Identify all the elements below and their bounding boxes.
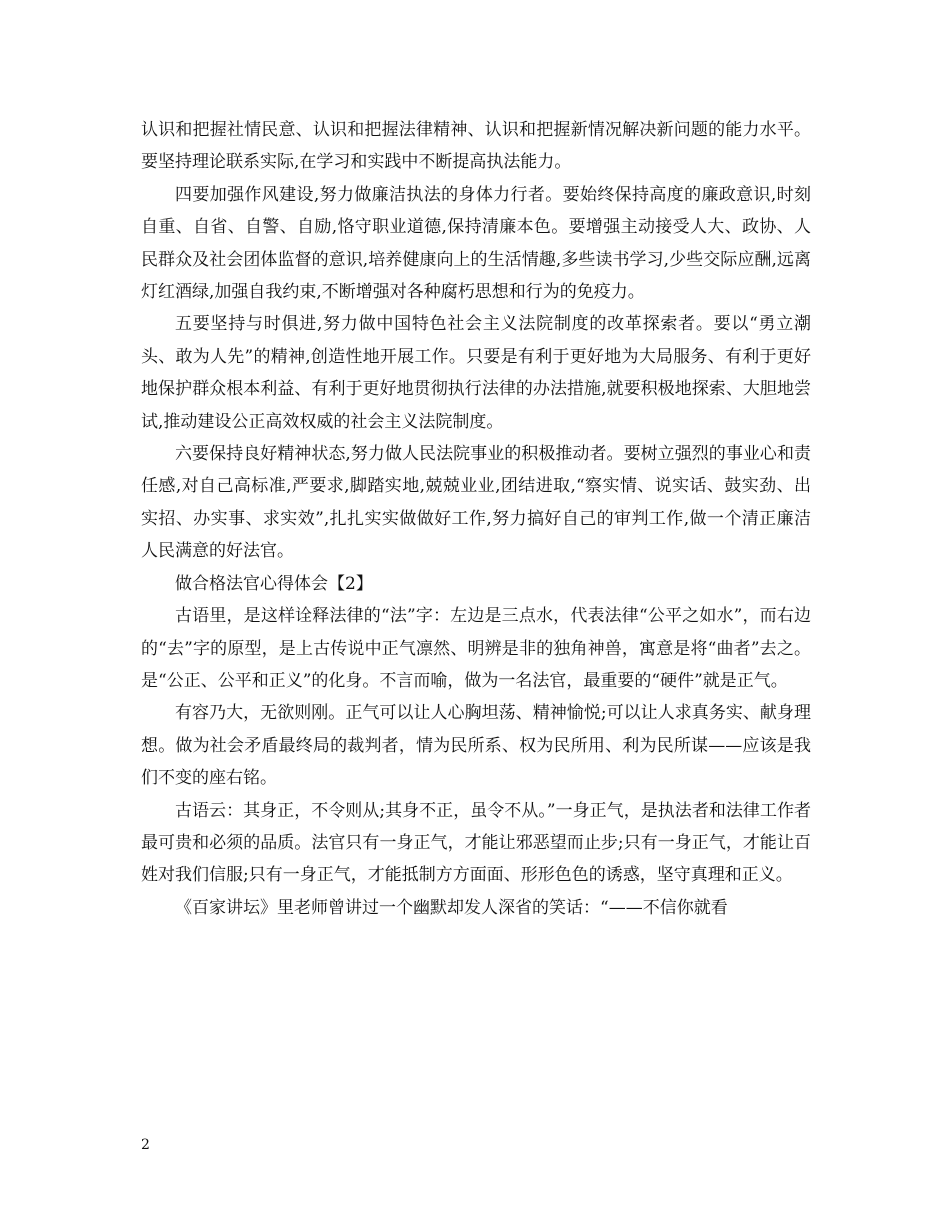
document-body [141, 114, 811, 924]
paragraph-bai-jia-jiang-tan: 《百家讲坛》里老师曾讲过一个幽默却发人深省的笑话：“——不信你就看 [175, 897, 728, 918]
page-number: 2 [141, 1137, 150, 1153]
paragraph-qi-shen-zheng: 古语云：其身正，不令则从;其身不正，虽令不从。”一身正气，是执法者和法律工作者最可贵和必须的品质。法官只有一身正气，才能让邪恶望而止步;只有一身正气，才能让百姓对我们信服;只有一身正气，才能抵制方方面面、形形色色的诱惑，坚守真理和正义。 [141, 800, 811, 886]
paragraph-fa-character: 古语里，是这样诠释法律的“法”字：左边是三点水，代表法律“公平之如水”，而右边的“去”字的原型，是上古传说中正气凛然、明辨是非的独角神兽，寓意是将“曲者”去之。是“公正、公平和正义”的化身。不言而喻，做为一名法官，最重要的“硬件”就是正气。 [141, 606, 811, 691]
paragraph-continuation: 认识和把握社情民意、认识和把握法律精神、认识和把握新情况解决新问题的能力水平。要坚持理论联系实际,在学习和实践中不断提高执法能力。 [141, 120, 811, 173]
paragraph-point-four: 四要加强作风建设,努力做廉洁执法的身体力行者。要始终保持高度的廉政意识,时刻自重、自省、自警、自励,恪守职业道德,保持清廉本色。要增强主动接受人大、政协、人民群众及社会团体监督的意识,培养健康向上的生活情趣,多些读书学习,少些交际应酬,远离灯红酒绿,加强自我约束,不断增强对各种腐朽思想和行为的免疫力。 [141, 184, 811, 303]
paragraph-point-six: 六要保持良好精神状态,努力做人民法院事业的积极推动者。要树立强烈的事业心和责任感,对自己高标准,严要求,脚踏实地,兢兢业业,团结进取,“察实情、说实话、鼓实劲、出实招、办实事、求实效”,扎扎实实做做好工作,努力搞好自己的审判工作,做一个清正廉洁人民满意的好法官。 [141, 444, 811, 562]
paragraph-rong-nai-da: 有容乃大，无欲则刚。正气可以让人心胸坦荡、精神愉悦;可以让人求真务实、献身理想。做为社会矛盾最终局的裁判者，情为民所系、权为民所用、利为民所谋——应该是我们不变的座右铭。 [141, 703, 811, 789]
section-heading: 做合格法官心得体会【2】 [175, 573, 373, 594]
paragraph-point-five: 五要坚持与时俱进,努力做中国特色社会主义法院制度的改革探索者。要以“勇立潮头、敢为人先”的精神,创造性地开展工作。只要是有利于更好地为大局服务、有利于更好地保护群众根本利益、有利于更好地贯彻执行法律的办法措施,就要积极地探索、大胆地尝试,推动建设公正高效权威的社会主义法院制度。 [141, 314, 811, 432]
